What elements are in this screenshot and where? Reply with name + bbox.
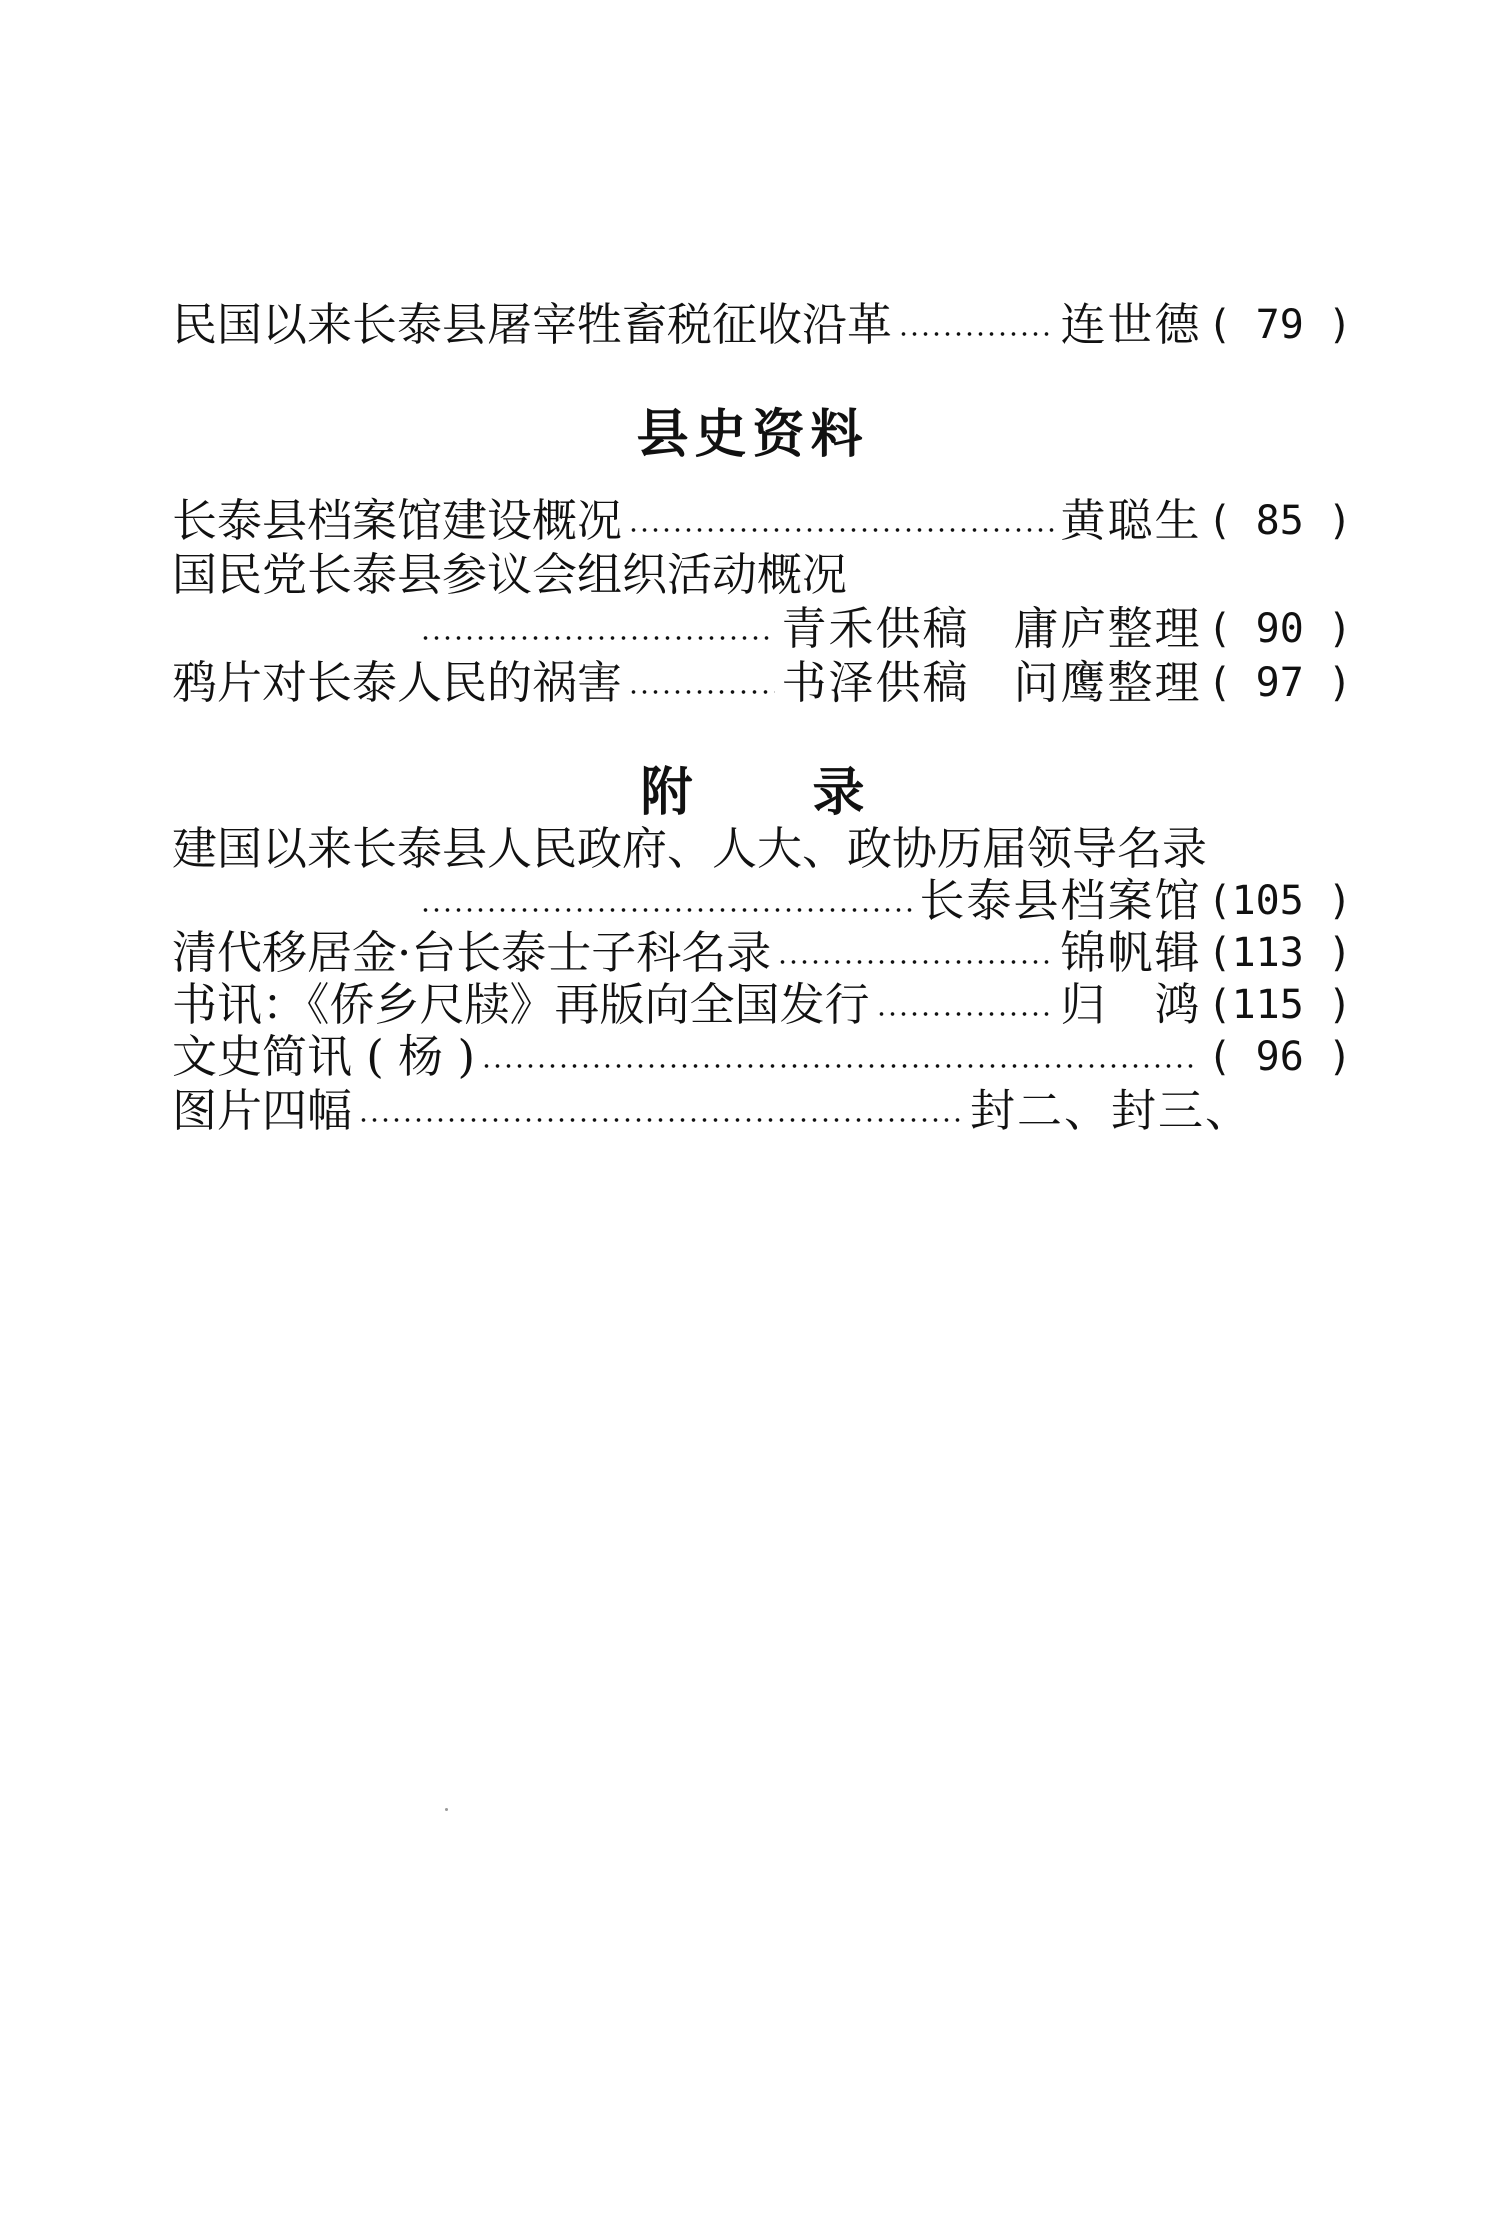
- toc-entry: [172, 1026, 1352, 1088]
- entry-page: ( 96 ): [1207, 1034, 1352, 1080]
- entry-author: 长泰县档案馆: [919, 874, 1202, 927]
- entry-title: 书讯：《侨乡尺牍》再版向全国发行: [172, 978, 870, 1031]
- scan-speck: [445, 1808, 448, 1811]
- dot-leader: [420, 908, 913, 912]
- toc-entry-continuation: [420, 598, 1352, 660]
- dot-leader: [481, 1064, 1195, 1068]
- entry-author: 青禾供稿: [781, 602, 970, 655]
- entry-author: 归 鸿: [1060, 978, 1202, 1031]
- toc-entry: [172, 294, 1352, 356]
- entry-page: ( 85 ): [1207, 498, 1352, 544]
- entry-author: 黄聪生: [1060, 494, 1202, 547]
- entry-title: 清代移居金·台长泰士子科名录: [172, 926, 772, 979]
- dot-leader: [777, 960, 1054, 964]
- toc-entry-title-line: [172, 544, 1352, 606]
- dot-leader: [628, 690, 775, 694]
- dot-leader: [420, 636, 775, 640]
- entry-title: 建国以来长泰县人民政府、人大、政协历届领导名录: [172, 822, 1208, 875]
- section-heading: 县史资料: [636, 405, 869, 465]
- entry-editor: 庸庐整理: [1013, 602, 1202, 655]
- entry-page: ( 90 ): [1207, 606, 1352, 652]
- entry-author: 书泽供稿: [781, 656, 970, 709]
- entry-page: (115 ): [1207, 982, 1352, 1028]
- toc-entry: [172, 652, 1352, 714]
- entry-editor: 问鹰整理: [1013, 656, 1202, 709]
- entry-title: 文史简讯 ( 杨 ): [172, 1030, 476, 1083]
- dot-leader: [898, 332, 1054, 336]
- toc-entry: [172, 490, 1352, 552]
- entry-page: ( 97 ): [1207, 660, 1352, 706]
- section-heading: 附录: [640, 763, 985, 823]
- dot-leader: [876, 1012, 1055, 1016]
- entry-author: 锦帆辑: [1060, 926, 1202, 979]
- entry-title: 民国以来长泰县屠宰牲畜税征收沿革: [172, 298, 893, 351]
- dot-leader: [628, 528, 1054, 532]
- entry-title: 图片四幅: [172, 1084, 353, 1137]
- entry-title: 国民党长泰县参议会组织活动概况: [172, 548, 848, 601]
- entry-title: 鸦片对长泰人民的祸害: [172, 656, 623, 709]
- dot-leader: [358, 1118, 964, 1122]
- toc-entry: [172, 1080, 1252, 1142]
- entry-title: 长泰县档案馆建设概况: [172, 494, 623, 547]
- entry-author: 连世德: [1060, 298, 1202, 351]
- entry-page: ( 79 ): [1207, 302, 1352, 348]
- entry-page: (113 ): [1207, 930, 1352, 976]
- entry-page: (105 ): [1207, 878, 1352, 924]
- entry-location: 封二、封三、: [969, 1084, 1252, 1137]
